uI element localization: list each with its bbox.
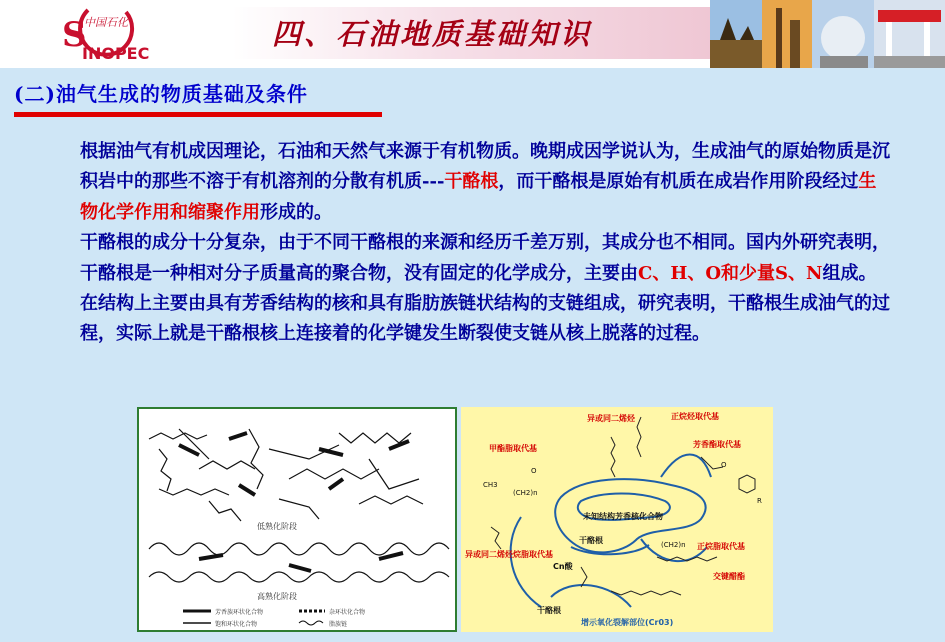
p2-highlight-elements: C、H、O和少量S、N: [638, 262, 823, 284]
body-text: [40, 137, 890, 350]
label-unknown-core: 未知结构芳香核化合物: [583, 512, 663, 521]
stage-low-label: 低熟化阶段: [257, 522, 297, 531]
label-cn-acid: Cn酸: [553, 562, 573, 571]
chem-r: R: [757, 497, 762, 505]
kerogen-structure-drawing: [139, 409, 455, 630]
section-heading: [14, 78, 308, 108]
chem-o1: O: [531, 467, 537, 475]
legend-heterocyclic: 杂环状化合物: [329, 609, 366, 616]
header-photo-strip: [710, 0, 945, 68]
section-title: (二)油气生成的物质基础及条件: [14, 82, 308, 106]
label-oxidation-site: 增示氧化裂解部位(Cr03): [581, 618, 674, 627]
sinopec-logo: [58, 4, 158, 64]
label-kerogen-core: 干酪根: [579, 536, 603, 545]
stage-high-label: 高熟化阶段: [257, 592, 297, 601]
p1-highlight-kerogen: 干酪根: [444, 171, 499, 193]
label-n-alkyl: 正烷烃取代基: [671, 412, 719, 421]
p1-highlight-process: 生物化学作用和缩聚作用: [80, 171, 877, 223]
p2-text-c: 组成。在结构上主要由具有芳香结构的核和具有脂肪族链状结构的支链组成，研究表明，干酪根生成油气的过程，实际上就是干酪根核上连接着的化学键发生断裂使支链从核上脱落的过程。: [80, 262, 890, 345]
label-iso-paraffin-sub: 异或同二烯烃烷脂取代基: [465, 550, 553, 559]
kerogen-model-drawing: [461, 407, 773, 632]
figure-legend: [183, 608, 365, 628]
kerogen-structure-figure: [137, 407, 457, 632]
section-underline: [14, 112, 382, 117]
label-isoparaffin: 异或同二烯烃: [587, 414, 635, 423]
label-methyl-ester: 甲酯脂取代基: [489, 444, 537, 453]
p1-text-a: 根据油气有机成因理论，石油和天然气来源于有机物质。晚期成因学说认为，生成油气的原始物质是沉积岩中的那些不溶于有机溶剂的分散有机质---: [80, 141, 890, 193]
p1-text-c: ，而干酪根是原始有机质在成岩作用阶段经过: [498, 171, 859, 193]
paragraph-2: [40, 228, 890, 350]
p1-text-e: 形成的。: [260, 201, 332, 223]
legend-aromatic: 芳香族环状化合物: [215, 609, 264, 616]
legend-aliphatic: 脂族链: [329, 621, 348, 628]
label-aromatic-sub: 芳香酯取代基: [693, 440, 741, 449]
svg-text:中国石化: 中国石化: [84, 16, 128, 29]
chem-ch2n: (CH2)n: [513, 489, 538, 497]
slide-header: [0, 0, 945, 68]
chem-o2: O: [721, 461, 727, 469]
slide-title: 四、石油地质基础知识: [272, 17, 593, 51]
legend-saturated: 饱和环状化合物: [215, 621, 258, 628]
svg-text:S: S: [62, 15, 87, 55]
chem-ch2n-b: (CH2)n: [661, 541, 686, 549]
label-kerogen: 干酪根: [537, 606, 561, 615]
label-crosslink: 交键醋酯: [713, 572, 745, 581]
kerogen-model-figure: [461, 407, 773, 632]
p2-text-a: 干酪根的成分十分复杂，由于不同干酪根的来源和经历千差万别，其成分也不相同。国内外研究表明，干酪根是一种相对分子质量高的聚合物，没有固定的化学成分，主要由: [80, 232, 890, 284]
svg-text:INOPEC: INOPEC: [82, 44, 150, 63]
paragraph-1: [40, 137, 890, 228]
label-n-ester: 正烷脂取代基: [697, 542, 745, 551]
chem-ch3: CH3: [483, 481, 498, 489]
